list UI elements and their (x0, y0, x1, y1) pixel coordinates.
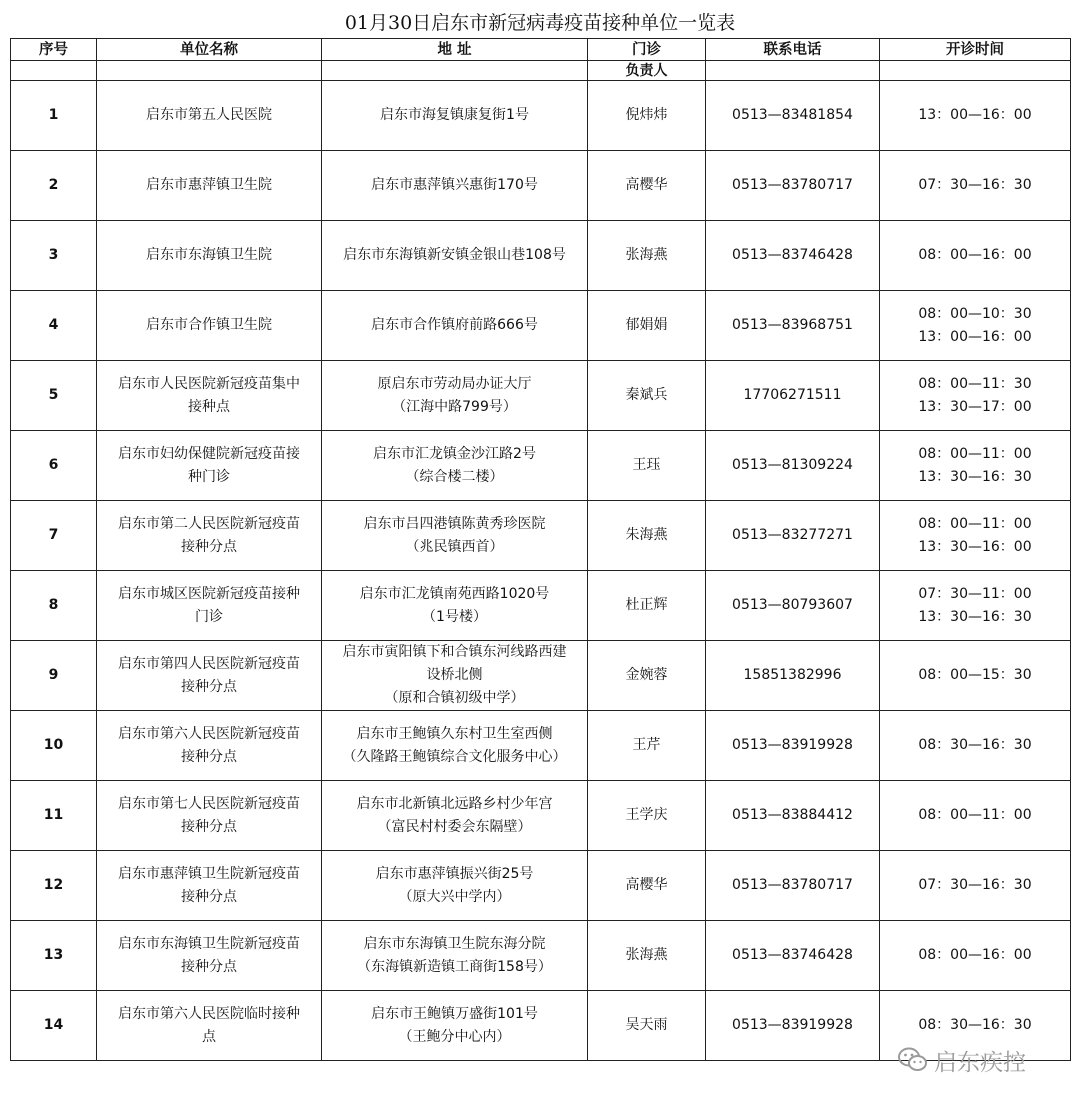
address-line: （原大兴中学内） (398, 888, 511, 905)
table-row (11, 291, 1071, 361)
address-line: 启东市汇龙镇南苑西路1020号 (359, 585, 550, 602)
address-line: （久隆路王鲍镇综合文化服务中心） (342, 748, 567, 765)
table-row (11, 151, 1071, 221)
hours-line: 13：00—16：00 (918, 328, 1032, 345)
hours-line: 08：00—11：00 (918, 445, 1032, 462)
header-unit: 单位名称 (97, 39, 322, 61)
cell-seq: 4 (11, 291, 97, 361)
cell-phone: 15851382996 (706, 641, 880, 711)
address-line: 启东市北新镇北远路乡村少年宫 (356, 795, 553, 812)
unit-line: 接种点 (188, 398, 230, 415)
address-line: （兆民镇西首） (405, 538, 504, 555)
cell-seq: 14 (11, 991, 97, 1061)
unit-line: 接种分点 (181, 538, 237, 555)
cell-phone: 0513—83919928 (706, 991, 880, 1061)
address-line: 启东市东海镇新安镇金银山巷108号 (343, 247, 566, 263)
unit-line: 接种分点 (181, 818, 237, 835)
cell-phone: 0513—81309224 (706, 431, 880, 501)
cell-unit (97, 431, 322, 501)
unit-line: 启东市东海镇卫生院新冠疫苗 (118, 935, 300, 952)
cell-hours (880, 221, 1071, 291)
unit-line: 启东市东海镇卫生院 (146, 247, 272, 263)
cell-phone: 0513—83277271 (706, 501, 880, 571)
cell-hours (880, 291, 1071, 361)
cell-seq: 9 (11, 641, 97, 711)
cell-phone: 0513—83968751 (706, 291, 880, 361)
cell-hours (880, 921, 1071, 991)
vaccination-sites-table (10, 38, 1071, 1061)
hours-line: 13：30—16：30 (918, 608, 1032, 625)
cell-person: 高樱华 (588, 151, 706, 221)
cell-phone: 0513—83919928 (706, 711, 880, 781)
cell-address (322, 151, 588, 221)
cell-hours (880, 781, 1071, 851)
cell-phone: 17706271511 (706, 361, 880, 431)
cell-address (322, 991, 588, 1061)
unit-line: 启东市惠萍镇卫生院 (146, 177, 272, 193)
cell-phone: 0513—83746428 (706, 221, 880, 291)
watermark (898, 1040, 1058, 1080)
cell-address (322, 431, 588, 501)
header-seq: 序号 (11, 39, 97, 61)
hours-line: 08：00—16：00 (918, 947, 1032, 963)
cell-address (322, 571, 588, 641)
cell-unit (97, 501, 322, 571)
cell-person: 王芹 (588, 711, 706, 781)
cell-unit (97, 921, 322, 991)
page-title: 01月30日启东市新冠病毒疫苗接种单位一览表 (344, 12, 736, 34)
address-line: 启东市寅阳镇下和合镇东河线路西建 (342, 644, 567, 660)
hours-line: 07：30—16：30 (918, 877, 1032, 893)
hours-line: 13：30—16：00 (918, 538, 1032, 555)
hours-line: 08：00—10：30 (918, 305, 1032, 322)
address-line: 原启东市劳动局办证大厅 (377, 375, 532, 392)
unit-line: 启东市第五人民医院 (146, 107, 272, 123)
hours-line: 08：00—15：30 (918, 667, 1032, 683)
cell-phone: 0513—83481854 (706, 81, 880, 151)
hours-line: 08：00—11：00 (918, 515, 1032, 532)
unit-line: 种门诊 (188, 468, 230, 485)
cell-seq: 10 (11, 711, 97, 781)
address-line: 启东市海复镇康复街1号 (380, 107, 529, 123)
unit-line: 接种分点 (181, 958, 237, 975)
cell-seq: 2 (11, 151, 97, 221)
unit-line: 接种分点 (181, 888, 237, 905)
cell-seq: 8 (11, 571, 97, 641)
unit-line: 启东市第四人民医院新冠疫苗 (118, 655, 300, 672)
table-row (11, 641, 1071, 711)
cell-person: 秦斌兵 (588, 361, 706, 431)
cell-phone: 0513—83780717 (706, 151, 880, 221)
cell-person: 郁娟娟 (588, 291, 706, 361)
hours-line: 13：30—17：00 (918, 398, 1032, 415)
unit-line: 接种分点 (181, 748, 237, 765)
cell-hours (880, 851, 1071, 921)
address-line: 启东市东海镇卫生院东海分院 (363, 935, 546, 952)
address-line: （原和合镇初级中学） (384, 690, 525, 706)
hours-line: 08：30—16：30 (918, 1017, 1032, 1033)
address-line: 启东市汇龙镇金沙江路2号 (373, 445, 536, 462)
cell-person: 吴天雨 (588, 991, 706, 1061)
cell-unit (97, 641, 322, 711)
cell-person: 倪炜炜 (588, 81, 706, 151)
unit-line: 启东市第七人民医院新冠疫苗 (118, 795, 300, 812)
cell-hours (880, 501, 1071, 571)
hours-line: 07：30—11：00 (918, 585, 1032, 602)
unit-line: 启东市妇幼保健院新冠疫苗接 (118, 445, 300, 462)
cell-unit (97, 81, 322, 151)
cell-person: 王学庆 (588, 781, 706, 851)
cell-unit (97, 151, 322, 221)
table-row (11, 711, 1071, 781)
cell-person: 高樱华 (588, 851, 706, 921)
header-clinic-person: 负责人 (588, 61, 706, 81)
header-clinic: 门诊 (588, 39, 706, 61)
cell-phone: 0513—80793607 (706, 571, 880, 641)
cell-unit (97, 221, 322, 291)
cell-person: 王珏 (588, 431, 706, 501)
cell-address (322, 361, 588, 431)
table-row (11, 501, 1071, 571)
hours-line: 07：30—16：30 (918, 177, 1032, 193)
unit-line: 启东市第六人民医院临时接种 (118, 1005, 300, 1022)
address-line: （综合楼二楼） (405, 468, 504, 485)
cell-hours (880, 361, 1071, 431)
cell-address (322, 641, 588, 711)
cell-unit (97, 991, 322, 1061)
cell-seq: 11 (11, 781, 97, 851)
cell-address (322, 781, 588, 851)
table-row (11, 571, 1071, 641)
cell-seq: 12 (11, 851, 97, 921)
cell-person: 朱海燕 (588, 501, 706, 571)
address-line: （富民村村委会东隔壁） (377, 818, 532, 835)
cell-person: 张海燕 (588, 221, 706, 291)
cell-unit (97, 361, 322, 431)
cell-address (322, 501, 588, 571)
unit-line: 启东市第六人民医院新冠疫苗 (118, 725, 300, 742)
hours-line: 08：00—16：00 (918, 247, 1032, 263)
cell-seq: 3 (11, 221, 97, 291)
address-line: （王鲍分中心内） (398, 1028, 511, 1045)
cell-hours (880, 431, 1071, 501)
cell-person: 金婉蓉 (588, 641, 706, 711)
cell-hours (880, 81, 1071, 151)
hours-line: 13：00—16：00 (918, 107, 1032, 123)
header-hours: 开诊时间 (880, 39, 1071, 61)
table-row (11, 221, 1071, 291)
table-row (11, 781, 1071, 851)
cell-unit (97, 781, 322, 851)
address-line: 启东市吕四港镇陈黄秀珍医院 (363, 515, 546, 532)
cell-seq: 1 (11, 81, 97, 151)
cell-unit (97, 851, 322, 921)
hours-line: 13：30—16：30 (918, 468, 1032, 485)
cell-seq: 6 (11, 431, 97, 501)
address-line: （江海中路799号） (392, 398, 517, 415)
table-row (11, 81, 1071, 151)
table-row (11, 361, 1071, 431)
cell-hours (880, 711, 1071, 781)
table-row (11, 431, 1071, 501)
cell-hours (880, 151, 1071, 221)
address-line: 设桥北侧 (426, 667, 483, 683)
unit-line: 点 (202, 1028, 216, 1045)
address-line: 启东市惠萍镇兴惠街170号 (371, 177, 538, 193)
unit-line: 启东市惠萍镇卫生院新冠疫苗 (118, 865, 300, 882)
header-phone: 联系电话 (706, 39, 880, 61)
table-row (11, 921, 1071, 991)
address-line: 启东市合作镇府前路666号 (371, 317, 538, 333)
cell-address (322, 851, 588, 921)
cell-unit (97, 571, 322, 641)
cell-seq: 13 (11, 921, 97, 991)
cell-unit (97, 711, 322, 781)
cell-phone: 0513—83884412 (706, 781, 880, 851)
address-line: 启东市王鲍镇万盛街101号 (371, 1005, 538, 1022)
address-line: 启东市王鲍镇久东村卫生室西侧 (356, 725, 553, 742)
cell-address (322, 711, 588, 781)
cell-phone: 0513—83780717 (706, 851, 880, 921)
hours-line: 08：00—11：30 (918, 375, 1032, 392)
cell-address (322, 291, 588, 361)
cell-address (322, 921, 588, 991)
watermark-text: 启东疾控 (934, 1049, 1026, 1076)
sub-header-row (11, 61, 1071, 81)
cell-address (322, 221, 588, 291)
cell-address (322, 81, 588, 151)
cell-seq: 5 (11, 361, 97, 431)
cell-hours (880, 641, 1071, 711)
table-row (11, 851, 1071, 921)
unit-line: 门诊 (195, 608, 223, 625)
address-line: （东海镇新造镇工商街158号） (357, 958, 552, 975)
cell-hours (880, 571, 1071, 641)
address-line: 启东市惠萍镇振兴街25号 (375, 865, 534, 882)
unit-line: 启东市合作镇卫生院 (146, 317, 272, 333)
wechat-icon (898, 1047, 928, 1073)
unit-line: 启东市人民医院新冠疫苗集中 (118, 375, 300, 392)
table-body (11, 81, 1071, 1061)
cell-phone: 0513—83746428 (706, 921, 880, 991)
cell-unit (97, 291, 322, 361)
hours-line: 08：00—11：00 (918, 807, 1032, 823)
header-address: 地 址 (322, 39, 588, 61)
header-row (11, 39, 1071, 61)
cell-person: 杜正辉 (588, 571, 706, 641)
unit-line: 接种分点 (181, 678, 237, 695)
hours-line: 08：30—16：30 (918, 737, 1032, 753)
cell-seq: 7 (11, 501, 97, 571)
cell-person: 张海燕 (588, 921, 706, 991)
unit-line: 启东市第二人民医院新冠疫苗 (118, 515, 300, 532)
address-line: （1号楼） (422, 608, 487, 625)
unit-line: 启东市城区医院新冠疫苗接种 (118, 585, 300, 602)
